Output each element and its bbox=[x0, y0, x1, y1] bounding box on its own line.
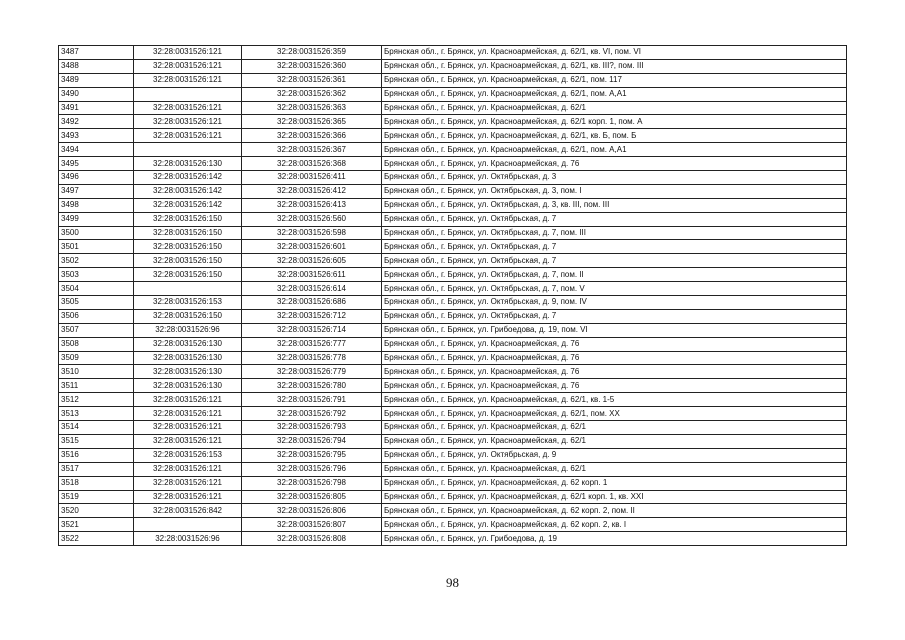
cadastral-number: 32:28:0031526:361 bbox=[242, 73, 382, 87]
parent-cadastral-number: 32:28:0031526:130 bbox=[134, 351, 242, 365]
row-number: 3511 bbox=[59, 379, 134, 393]
row-number: 3501 bbox=[59, 240, 134, 254]
table-row bbox=[59, 434, 847, 448]
address: Брянская обл., г. Брянск, ул. Красноармейская, д. 62/1 bbox=[382, 434, 847, 448]
table-row bbox=[59, 379, 847, 393]
table-row bbox=[59, 87, 847, 101]
address: Брянская обл., г. Брянск, ул. Красноармейская, д. 62 корп. 1 bbox=[382, 476, 847, 490]
row-number: 3487 bbox=[59, 46, 134, 60]
table-row bbox=[59, 309, 847, 323]
cadastral-number: 32:28:0031526:601 bbox=[242, 240, 382, 254]
table-row bbox=[59, 323, 847, 337]
row-number: 3517 bbox=[59, 462, 134, 476]
row-number: 3498 bbox=[59, 198, 134, 212]
address: Брянская обл., г. Брянск, ул. Октябрьская, д. 3 bbox=[382, 171, 847, 185]
table-row bbox=[59, 337, 847, 351]
address: Брянская обл., г. Брянск, ул. Октябрьская, д. 3, пом. I bbox=[382, 184, 847, 198]
parent-cadastral-number: 32:28:0031526:142 bbox=[134, 184, 242, 198]
address: Брянская обл., г. Брянск, ул. Красноармейская, д. 62/1, пом. А,А1 bbox=[382, 87, 847, 101]
table-row bbox=[59, 226, 847, 240]
parent-cadastral-number: 32:28:0031526:130 bbox=[134, 365, 242, 379]
address: Брянская обл., г. Брянск, ул. Красноармейская, д. 62/1, пом. А,А1 bbox=[382, 143, 847, 157]
row-number: 3489 bbox=[59, 73, 134, 87]
parent-cadastral-number: 32:28:0031526:142 bbox=[134, 171, 242, 185]
address: Брянская обл., г. Брянск, ул. Октябрьская, д. 7, пом. V bbox=[382, 282, 847, 296]
cadastral-number: 32:28:0031526:368 bbox=[242, 157, 382, 171]
row-number: 3493 bbox=[59, 129, 134, 143]
table-row bbox=[59, 212, 847, 226]
row-number: 3508 bbox=[59, 337, 134, 351]
row-number: 3522 bbox=[59, 532, 134, 546]
table-body bbox=[59, 46, 847, 546]
cadastral-number: 32:28:0031526:808 bbox=[242, 532, 382, 546]
parent-cadastral-number: 32:28:0031526:842 bbox=[134, 504, 242, 518]
table-row bbox=[59, 504, 847, 518]
cadastral-number: 32:28:0031526:796 bbox=[242, 462, 382, 476]
cadastral-number: 32:28:0031526:778 bbox=[242, 351, 382, 365]
row-number: 3515 bbox=[59, 434, 134, 448]
address: Брянская обл., г. Брянск, ул. Красноармейская, д. 62/1, пом. XX bbox=[382, 407, 847, 421]
parent-cadastral-number: 32:28:0031526:96 bbox=[134, 532, 242, 546]
row-number: 3503 bbox=[59, 268, 134, 282]
cadastral-number: 32:28:0031526:795 bbox=[242, 448, 382, 462]
table-row bbox=[59, 184, 847, 198]
row-number: 3490 bbox=[59, 87, 134, 101]
table-row bbox=[59, 518, 847, 532]
address: Брянская обл., г. Брянск, ул. Красноармейская, д. 76 bbox=[382, 379, 847, 393]
parent-cadastral-number: 32:28:0031526:121 bbox=[134, 393, 242, 407]
row-number: 3513 bbox=[59, 407, 134, 421]
row-number: 3495 bbox=[59, 157, 134, 171]
cadastral-number: 32:28:0031526:413 bbox=[242, 198, 382, 212]
parent-cadastral-number bbox=[134, 282, 242, 296]
parent-cadastral-number: 32:28:0031526:121 bbox=[134, 46, 242, 60]
cadastral-number: 32:28:0031526:412 bbox=[242, 184, 382, 198]
cadastral-number: 32:28:0031526:806 bbox=[242, 504, 382, 518]
row-number: 3507 bbox=[59, 323, 134, 337]
address: Брянская обл., г. Брянск, ул. Октябрьская, д. 7 bbox=[382, 212, 847, 226]
parent-cadastral-number: 32:28:0031526:130 bbox=[134, 337, 242, 351]
cadastral-number: 32:28:0031526:363 bbox=[242, 101, 382, 115]
table-row bbox=[59, 157, 847, 171]
parent-cadastral-number: 32:28:0031526:96 bbox=[134, 323, 242, 337]
table-row bbox=[59, 268, 847, 282]
address: Брянская обл., г. Брянск, ул. Красноармейская, д. 62/1, кв. Б, пом. Б bbox=[382, 129, 847, 143]
address: Брянская обл., г. Брянск, ул. Октябрьская, д. 3, кв. III, пом. III bbox=[382, 198, 847, 212]
row-number: 3497 bbox=[59, 184, 134, 198]
address: Брянская обл., г. Брянск, ул. Красноармейская, д. 76 bbox=[382, 365, 847, 379]
parent-cadastral-number bbox=[134, 143, 242, 157]
address: Брянская обл., г. Брянск, ул. Красноармейская, д. 62/1 bbox=[382, 101, 847, 115]
address: Брянская обл., г. Брянск, ул. Октябрьская, д. 9 bbox=[382, 448, 847, 462]
address: Брянская обл., г. Брянск, ул. Красноармейская, д. 62/1, кв. 1-5 bbox=[382, 393, 847, 407]
cadastral-number: 32:28:0031526:366 bbox=[242, 129, 382, 143]
row-number: 3512 bbox=[59, 393, 134, 407]
cadastral-number: 32:28:0031526:560 bbox=[242, 212, 382, 226]
cadastral-number: 32:28:0031526:605 bbox=[242, 254, 382, 268]
address: Брянская обл., г. Брянск, ул. Красноармейская, д. 62 корп. 2, пом. II bbox=[382, 504, 847, 518]
cadastral-number: 32:28:0031526:614 bbox=[242, 282, 382, 296]
parent-cadastral-number: 32:28:0031526:150 bbox=[134, 268, 242, 282]
parent-cadastral-number: 32:28:0031526:121 bbox=[134, 73, 242, 87]
row-number: 3509 bbox=[59, 351, 134, 365]
parent-cadastral-number: 32:28:0031526:150 bbox=[134, 240, 242, 254]
row-number: 3516 bbox=[59, 448, 134, 462]
parent-cadastral-number: 32:28:0031526:121 bbox=[134, 421, 242, 435]
parent-cadastral-number: 32:28:0031526:121 bbox=[134, 462, 242, 476]
address: Брянская обл., г. Брянск, ул. Красноармейская, д. 76 bbox=[382, 351, 847, 365]
cadastral-number: 32:28:0031526:807 bbox=[242, 518, 382, 532]
table-row bbox=[59, 240, 847, 254]
cadastral-number: 32:28:0031526:793 bbox=[242, 421, 382, 435]
cadastral-number: 32:28:0031526:805 bbox=[242, 490, 382, 504]
parent-cadastral-number bbox=[134, 518, 242, 532]
address: Брянская обл., г. Брянск, ул. Октябрьская, д. 7, пом. III bbox=[382, 226, 847, 240]
address: Брянская обл., г. Брянск, ул. Октябрьская, д. 7 bbox=[382, 309, 847, 323]
row-number: 3494 bbox=[59, 143, 134, 157]
cadastral-number: 32:28:0031526:794 bbox=[242, 434, 382, 448]
parent-cadastral-number: 32:28:0031526:150 bbox=[134, 212, 242, 226]
row-number: 3500 bbox=[59, 226, 134, 240]
parent-cadastral-number: 32:28:0031526:121 bbox=[134, 115, 242, 129]
row-number: 3510 bbox=[59, 365, 134, 379]
table-row bbox=[59, 490, 847, 504]
address: Брянская обл., г. Брянск, ул. Красноармейская, д. 62/1, кв. III?, пом. III bbox=[382, 59, 847, 73]
row-number: 3521 bbox=[59, 518, 134, 532]
table-row bbox=[59, 282, 847, 296]
cadastral-number: 32:28:0031526:780 bbox=[242, 379, 382, 393]
cadastral-number: 32:28:0031526:611 bbox=[242, 268, 382, 282]
row-number: 3499 bbox=[59, 212, 134, 226]
row-number: 3505 bbox=[59, 296, 134, 310]
address: Брянская обл., г. Брянск, ул. Красноармейская, д. 62/1 корп. 1, пом. А bbox=[382, 115, 847, 129]
table-row bbox=[59, 532, 847, 546]
table-row bbox=[59, 476, 847, 490]
table-row bbox=[59, 351, 847, 365]
row-number: 3504 bbox=[59, 282, 134, 296]
cadastral-number: 32:28:0031526:779 bbox=[242, 365, 382, 379]
parent-cadastral-number bbox=[134, 87, 242, 101]
table-row bbox=[59, 46, 847, 60]
address: Брянская обл., г. Брянск, ул. Красноармейская, д. 76 bbox=[382, 157, 847, 171]
table-row bbox=[59, 101, 847, 115]
table-row bbox=[59, 59, 847, 73]
row-number: 3506 bbox=[59, 309, 134, 323]
cadastral-number: 32:28:0031526:791 bbox=[242, 393, 382, 407]
parent-cadastral-number: 32:28:0031526:121 bbox=[134, 59, 242, 73]
address: Брянская обл., г. Брянск, ул. Красноармейская, д. 62/1 корп. 1, кв. XXI bbox=[382, 490, 847, 504]
address: Брянская обл., г. Брянск, ул. Октябрьская, д. 7, пом. II bbox=[382, 268, 847, 282]
address: Брянская обл., г. Брянск, ул. Красноармейская, д. 62/1 bbox=[382, 462, 847, 476]
parent-cadastral-number: 32:28:0031526:153 bbox=[134, 448, 242, 462]
table-row bbox=[59, 365, 847, 379]
parent-cadastral-number: 32:28:0031526:130 bbox=[134, 379, 242, 393]
parent-cadastral-number: 32:28:0031526:121 bbox=[134, 407, 242, 421]
cadastral-number: 32:28:0031526:798 bbox=[242, 476, 382, 490]
address: Брянская обл., г. Брянск, ул. Красноармейская, д. 62 корп. 2, кв. I bbox=[382, 518, 847, 532]
address: Брянская обл., г. Брянск, ул. Октябрьская, д. 7 bbox=[382, 254, 847, 268]
table-row bbox=[59, 448, 847, 462]
table-row bbox=[59, 296, 847, 310]
cadastral-number: 32:28:0031526:712 bbox=[242, 309, 382, 323]
table-row bbox=[59, 198, 847, 212]
cadastral-number: 32:28:0031526:714 bbox=[242, 323, 382, 337]
parent-cadastral-number: 32:28:0031526:130 bbox=[134, 157, 242, 171]
cadastral-number: 32:28:0031526:360 bbox=[242, 59, 382, 73]
table-row bbox=[59, 73, 847, 87]
cadastral-number: 32:28:0031526:686 bbox=[242, 296, 382, 310]
row-number: 3496 bbox=[59, 171, 134, 185]
table-row bbox=[59, 115, 847, 129]
table-row bbox=[59, 407, 847, 421]
address: Брянская обл., г. Брянск, ул. Грибоедова, д. 19, пом. VI bbox=[382, 323, 847, 337]
cadastral-number: 32:28:0031526:362 bbox=[242, 87, 382, 101]
table-row bbox=[59, 254, 847, 268]
row-number: 3492 bbox=[59, 115, 134, 129]
parent-cadastral-number: 32:28:0031526:121 bbox=[134, 101, 242, 115]
page-number: 98 bbox=[446, 575, 459, 590]
parent-cadastral-number: 32:28:0031526:121 bbox=[134, 129, 242, 143]
parent-cadastral-number: 32:28:0031526:142 bbox=[134, 198, 242, 212]
address: Брянская обл., г. Брянск, ул. Красноармейская, д. 62/1, кв. VI, пом. VI bbox=[382, 46, 847, 60]
table-row bbox=[59, 143, 847, 157]
table-row bbox=[59, 462, 847, 476]
address: Брянская обл., г. Брянск, ул. Октябрьская, д. 9, пом. IV bbox=[382, 296, 847, 310]
parent-cadastral-number: 32:28:0031526:121 bbox=[134, 490, 242, 504]
cadastral-number: 32:28:0031526:411 bbox=[242, 171, 382, 185]
parent-cadastral-number: 32:28:0031526:150 bbox=[134, 254, 242, 268]
parent-cadastral-number: 32:28:0031526:150 bbox=[134, 309, 242, 323]
table-row bbox=[59, 421, 847, 435]
row-number: 3520 bbox=[59, 504, 134, 518]
cadastral-number: 32:28:0031526:365 bbox=[242, 115, 382, 129]
row-number: 3491 bbox=[59, 101, 134, 115]
cadastral-number: 32:28:0031526:359 bbox=[242, 46, 382, 60]
table-row bbox=[59, 129, 847, 143]
parent-cadastral-number: 32:28:0031526:150 bbox=[134, 226, 242, 240]
cadastral-number: 32:28:0031526:792 bbox=[242, 407, 382, 421]
cadastral-register-table bbox=[58, 45, 847, 546]
address: Брянская обл., г. Брянск, ул. Красноармейская, д. 76 bbox=[382, 337, 847, 351]
cadastral-number: 32:28:0031526:777 bbox=[242, 337, 382, 351]
table-row bbox=[59, 171, 847, 185]
cadastral-number: 32:28:0031526:367 bbox=[242, 143, 382, 157]
address: Брянская обл., г. Брянск, ул. Октябрьская, д. 7 bbox=[382, 240, 847, 254]
address: Брянская обл., г. Брянск, ул. Красноармейская, д. 62/1 bbox=[382, 421, 847, 435]
row-number: 3518 bbox=[59, 476, 134, 490]
address: Брянская обл., г. Брянск, ул. Грибоедова, д. 19 bbox=[382, 532, 847, 546]
table-row bbox=[59, 393, 847, 407]
parent-cadastral-number: 32:28:0031526:153 bbox=[134, 296, 242, 310]
row-number: 3519 bbox=[59, 490, 134, 504]
parent-cadastral-number: 32:28:0031526:121 bbox=[134, 476, 242, 490]
row-number: 3514 bbox=[59, 421, 134, 435]
parent-cadastral-number: 32:28:0031526:121 bbox=[134, 434, 242, 448]
row-number: 3488 bbox=[59, 59, 134, 73]
row-number: 3502 bbox=[59, 254, 134, 268]
cadastral-number: 32:28:0031526:598 bbox=[242, 226, 382, 240]
address: Брянская обл., г. Брянск, ул. Красноармейская, д. 62/1, пом. 117 bbox=[382, 73, 847, 87]
